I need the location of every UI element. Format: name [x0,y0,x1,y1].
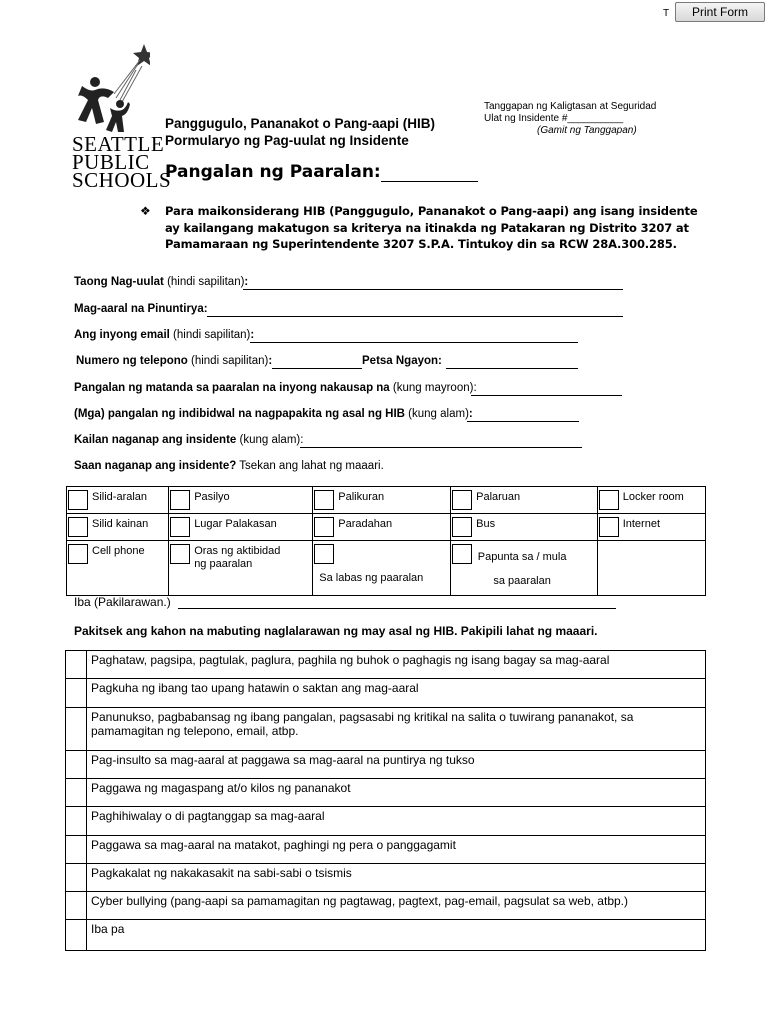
other-location-label: Iba (Pakilarawan.) [74,595,171,609]
location-label: Palikuran [338,491,385,503]
office-name: Tanggapan ng Kaligtasan at Seguridad [484,101,657,112]
location-label: Paradahan [338,518,393,530]
behavior-label: Paggawa ng magaspang at/o kilos ng pananakot [87,779,706,807]
adult-contact-field: Pangalan ng matanda sa paaralan na inyong nakausap na (kung mayroon): [74,382,477,394]
location-label: Bus [476,518,496,530]
target-student-input[interactable] [207,316,623,317]
behavior-checkbox[interactable] [66,836,87,864]
behavior-label: Cyber bullying (pang-aapi sa pamamagitan ng pagtawag, pagtext, pag-email, pagsulat sa web, atbp.) [87,892,706,920]
behavior-checkbox[interactable] [66,751,87,779]
incident-report-number: Ulat ng Insidente #__________ [484,113,624,124]
location-checkbox[interactable] [170,490,190,510]
location-checkbox[interactable] [314,490,334,510]
behavior-label: Paggawa sa mag-aaral na matakot, paghingi ng pera o panggagamit [87,836,706,864]
behavior-label: Panunukso, pagbabansag ng ibang pangalan, pagsasabi ng kritikal na salita o tuwirang pananakot, sa pamamagitan ng telepono, email, atbp. [87,708,706,751]
behavior-heading: Pakitsek ang kahon na mabuting naglalarawan ng may asal ng HIB. Pakipili lahat ng maaari. [74,624,598,638]
behavior-label: Paghataw, pagsipa, pagtulak, paglura, paghila ng buhok o paghagis ng isang bagay sa mag-aaral [87,651,706,679]
location-checkbox[interactable] [452,490,472,510]
school-name-label: Pangalan ng Paaralan: [165,162,381,182]
when-input[interactable] [300,447,582,448]
location-checkbox[interactable] [68,490,88,510]
location-label: Silid kainan [92,518,149,530]
phone-field: Numero ng telepono (hindi sapilitan): [76,355,273,367]
location-checkbox[interactable] [68,517,88,537]
other-location-input[interactable] [178,608,616,609]
office-use-note: (Gamit ng Tanggapan) [537,125,637,136]
behavior-checkbox[interactable] [66,807,87,836]
reporter-field: Taong Nag-uulat (hindi sapilitan): [74,276,249,288]
location-checkbox[interactable] [452,544,472,564]
diamond-bullet-icon: ❖ [140,204,151,218]
behavior-checkbox[interactable] [66,651,87,679]
print-form-button[interactable]: Print Form [675,2,765,22]
location-checkbox[interactable] [314,544,334,564]
form-subtitle: Pormularyo ng Pag-uulat ng Insidente [165,133,409,148]
behavior-label: Pag-insulto sa mag-aaral at paggawa sa mag-aaral na puntirya ng tukso [87,751,706,779]
location-checkbox[interactable] [314,517,334,537]
target-student-field: Mag-aaral na Pinuntirya: [74,303,208,315]
location-checkbox[interactable] [170,544,190,564]
where-field: Saan naganap ang insidente? Tsekan ang lahat ng maaari. [74,460,384,472]
reporter-input[interactable] [243,289,623,290]
behavior-label: Pagkakalat ng nakakasakit na sabi-sabi o tsismis [87,864,706,892]
email-field: Ang inyong email (hindi sapilitan): [74,329,255,341]
star-icon [133,44,150,66]
when-field: Kailan naganap ang insidente (kung alam): [74,434,304,446]
page-number: T [663,8,670,19]
location-label: Palaruan [476,491,521,503]
logo-wordmark: SEATTLE PUBLIC SCHOOLS [72,132,172,192]
location-label: Locker room [622,491,684,503]
location-label: Lugar Palakasan [194,518,277,530]
email-input[interactable] [250,342,578,343]
location-checkbox[interactable] [599,490,619,510]
behavior-checkbox[interactable] [66,920,87,951]
location-label: Silid-aralan [92,491,148,503]
behavior-checkbox[interactable] [66,864,87,892]
location-checkbox[interactable] [170,517,190,537]
location-label: Internet [622,518,661,530]
location-table [66,486,706,596]
criteria-text: Para maikonsiderang HIB (Panggugulo, Pananakot o Pang-aapi) ang isang insidente ay kailangang makatugon sa kriterya na itinakda ng Patakaran ng Distrito 3207 at Pamamaraan ng Superintendente 3207 S.P.A. Tintukoy din sa RCW 28A.300.285. [165,204,698,251]
location-checkbox[interactable] [599,517,619,537]
behavior-checkbox[interactable] [66,892,87,920]
individuals-field: (Mga) pangalan ng indibidwal na nagpapakita ng asal ng HIB (kung alam): [74,408,473,420]
school-name-input-line[interactable] [381,167,478,182]
phone-input[interactable] [272,368,362,369]
behavior-checkbox[interactable] [66,779,87,807]
behavior-label: Pagkuha ng ibang tao upang hatawin o saktan ang mag-aaral [87,679,706,708]
behavior-table [65,650,706,951]
school-name-field[interactable] [165,162,478,182]
location-checkbox[interactable] [68,544,88,564]
location-label: Sa labas ng paaralan [319,572,424,584]
location-label: Oras ng aktibidad ng paaralan [194,545,281,570]
location-label: Pasilyo [194,491,230,503]
location-label: Cell phone [92,545,145,557]
location-label: Papunta sa / mula sa paaralan [477,551,567,587]
location-checkbox[interactable] [452,517,472,537]
behavior-checkbox[interactable] [66,708,87,751]
behavior-checkbox[interactable] [66,679,87,708]
behavior-label: Paghihiwalay o di pagtanggap sa mag-aaral [87,807,706,836]
behavior-label: Iba pa [87,920,706,951]
form-title: Panggugulo, Pananakot o Pang-aapi (HIB) [165,116,436,131]
date-input[interactable] [446,368,578,369]
date-field: Petsa Ngayon: [362,355,442,367]
adult-contact-input[interactable] [471,395,622,396]
individuals-input[interactable] [467,421,579,422]
